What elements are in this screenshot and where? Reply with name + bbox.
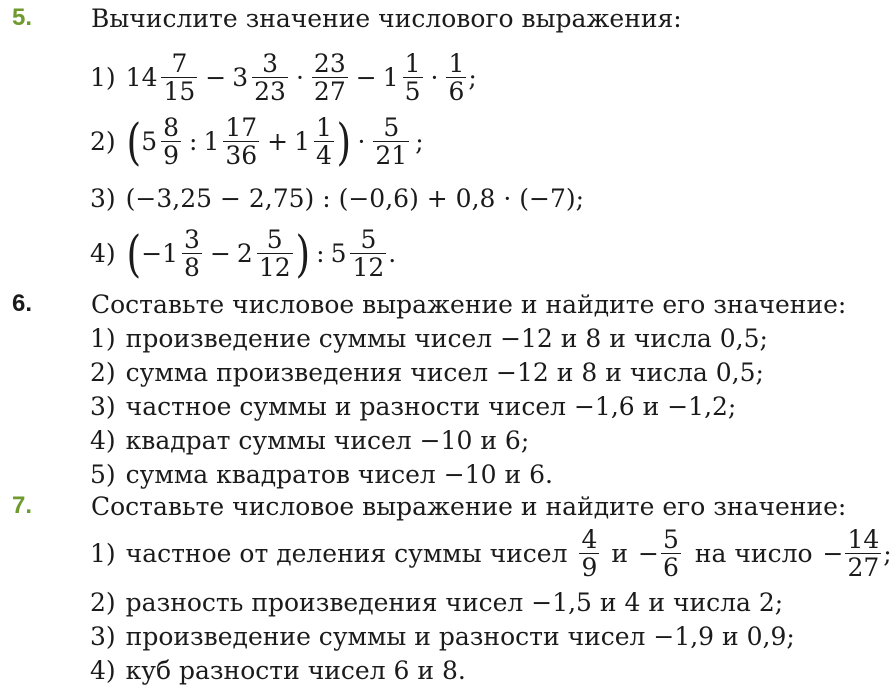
fraction: $\frac{1}{4}$ [316,113,332,170]
item-label: 1) [90,539,116,568]
fraction: $\frac{1}{6}$ [448,49,465,106]
right-paren: ) [295,224,310,283]
operator: − [355,63,377,92]
item-text: сумма квадратов чисел −10 и 6. [125,460,553,489]
operator: : [189,127,198,156]
minus-sign: − [822,539,844,568]
problem-7-item-1 [0,524,892,586]
fraction: $\frac{1}{5}$ [404,49,421,106]
left-paren: ( [126,112,141,171]
item-text: произведение суммы и разности чисел −1,9 и 0,9; [125,622,795,651]
math-expression [126,526,892,581]
problem-5-heading-row [0,4,889,38]
math-expression [126,226,397,281]
item-text: частное от деления суммы чисел [125,539,568,568]
problem-6-item-4 [0,426,889,460]
operator: · [357,127,366,156]
fraction: $\frac{3}{23}$ [254,49,286,106]
problem-number: 5. [12,4,33,31]
fraction: $\frac{5}{12}$ [258,225,291,282]
left-paren: ( [126,224,141,283]
problem-6-item-5 [0,460,889,494]
problem-7-heading-row [0,492,889,526]
whole-number: 1 [203,127,220,156]
item-label: 1) [90,63,116,92]
punctuation: ; [415,127,424,156]
fraction: $\frac{7}{15}$ [163,49,196,106]
problem-heading: Вычислите значение числового выражения: [91,4,682,33]
fraction: $\frac{8}{9}$ [163,113,179,170]
conjunction: и [611,539,629,568]
item-label: 3) [90,184,116,213]
item-label: 1) [90,324,116,353]
fraction: $\frac{23}{27}$ [313,49,346,106]
whole-number: 2 [236,239,253,268]
item-label: 3) [90,392,116,421]
item-label: 5) [90,460,116,489]
item-text: куб разности чисел 6 и 8. [125,656,466,685]
item-text: разность произведения чисел −1,5 и 4 и числа 2; [125,588,784,617]
item-label: 2) [90,358,116,387]
problem-5-item-3 [0,184,889,218]
item-text: (−3,25 − 2,75) : (−0,6) + 0,8 · (−7); [125,184,585,213]
problem-6-item-1 [0,324,889,358]
whole-number: 14 [125,63,158,92]
math-expression [126,50,477,105]
punctuation: . [388,239,397,268]
problem-heading: Составьте числовое выражение и найдите его значение: [91,492,847,521]
problem-number: 6. [12,290,33,317]
problem-6-heading-row [0,290,889,324]
item-label: 2) [90,127,116,156]
whole-number: −1 [141,239,179,268]
item-text: частное суммы и разности чисел −1,6 и −1,2; [125,392,737,421]
problem-7-item-4 [0,656,889,690]
problem-5-item-4 [0,222,889,288]
item-label: 4) [90,656,116,685]
math-expression [126,114,424,169]
whole-number: 5 [141,127,158,156]
fraction: $\frac{5}{6}$ [662,525,679,582]
whole-number: 1 [382,63,399,92]
operator: + [267,127,289,156]
problem-number: 7. [12,492,33,519]
item-label: 3) [90,622,116,651]
item-label: 2) [90,588,116,617]
item-label: 4) [90,239,116,268]
operator: − [205,63,227,92]
operator: · [295,63,304,92]
problem-7-item-2 [0,588,889,622]
fraction: $\frac{14}{27}$ [847,525,880,582]
fraction: $\frac{4}{9}$ [581,525,598,582]
item-text: квадрат суммы чисел −10 и 6; [125,426,530,455]
problem-7-item-3 [0,622,889,656]
minus-sign: − [638,539,659,568]
fraction: $\frac{5}{21}$ [375,113,408,170]
punctuation: ; [468,63,477,92]
operator: · [430,63,439,92]
fraction: $\frac{3}{8}$ [184,225,200,282]
problem-5-item-2 [0,110,889,176]
right-paren: ) [336,112,351,171]
item-label: 4) [90,426,116,455]
item-text: произведение суммы чисел −12 и 8 и числа 0,5; [125,324,768,353]
item-text: на число [694,539,813,568]
problem-6-item-2 [0,358,889,392]
problem-heading: Составьте числовое выражение и найдите его значение: [91,290,847,319]
problem-5-item-1 [0,44,889,104]
punctuation: ; [883,539,892,568]
operator: − [209,239,231,268]
item-text: сумма произведения чисел −12 и 8 и числа 0,5; [125,358,764,387]
problem-6-item-3 [0,392,889,426]
whole-number: 5 [330,239,347,268]
operator: : [316,239,325,268]
whole-number: 1 [294,127,311,156]
fraction: $\frac{17}{36}$ [225,113,258,170]
fraction: $\frac{5}{12}$ [352,225,385,282]
whole-number: 3 [232,63,249,92]
